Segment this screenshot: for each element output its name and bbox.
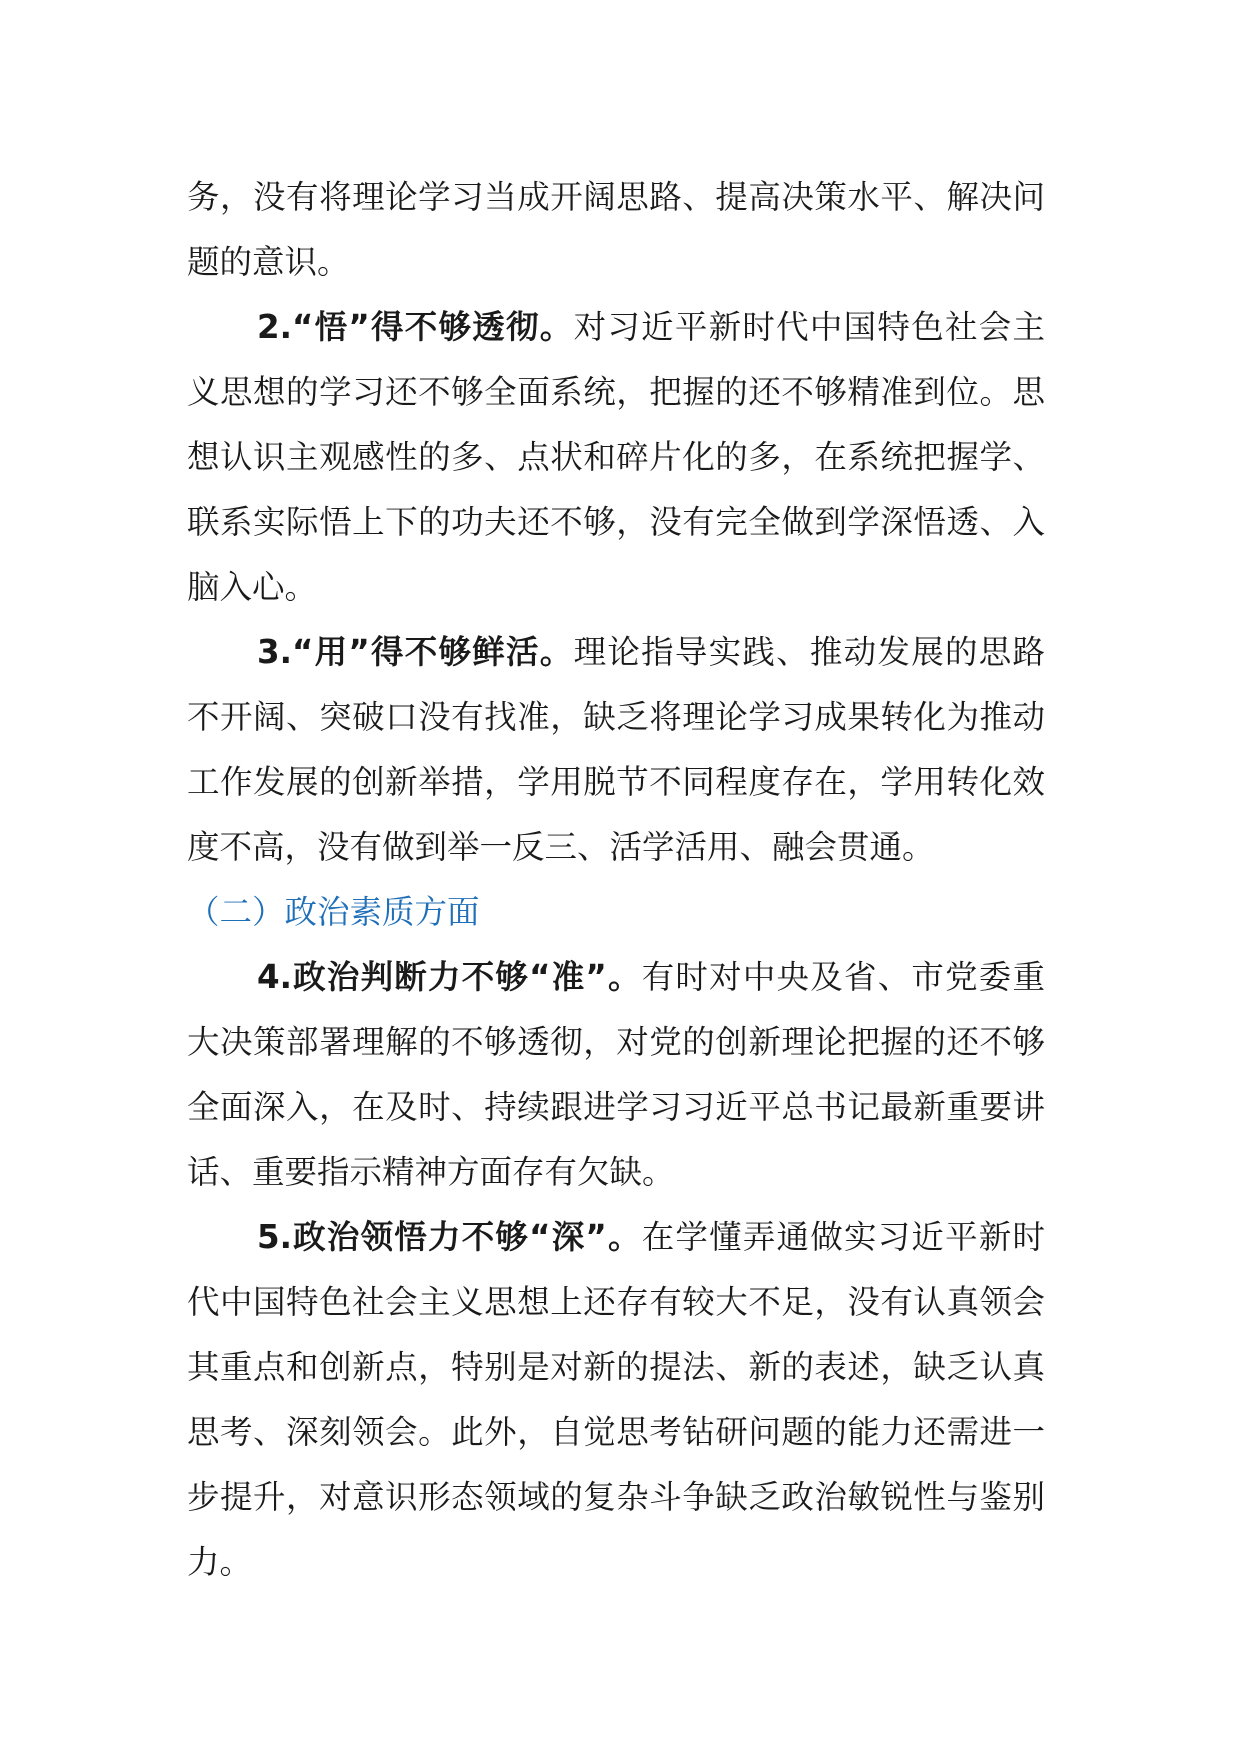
item-4-body: 有时对中央及省、市党委重大决策部署理解的不够透彻，对党的创新理论把握的还不够全面深入，在及时、持续跟进学习习近平总书记最新重要讲话、重要指示精神方面存有欠缺。 (187, 958, 1045, 1191)
section-heading-political-quality: （二）政治素质方面 (187, 893, 480, 931)
item-5-lead: 5.政治领悟力不够“深”。 (257, 1218, 642, 1256)
item-3-body: 理论指导实践、推动发展的思路不开阔、突破口没有找准，缺乏将理论学习成果转化为推动工作发展的创新举措，学用脱节不同程度存在，学用转化效度不高，没有做到举一反三、活学活用、融会贯通。 (187, 633, 1045, 866)
paragraph-continuation (187, 165, 1045, 295)
item-3-paragraph (187, 620, 1045, 880)
item-4-lead: 4.政治判断力不够“准”。 (257, 958, 642, 996)
item-2-lead: 2.“悟”得不够透彻。 (257, 308, 574, 346)
item-2-paragraph (187, 295, 1045, 620)
item-5-paragraph (187, 1205, 1045, 1595)
document-body (187, 165, 1045, 1595)
paragraph-text: 务，没有将理论学习当成开阔思路、提高决策水平、解决问题的意识。 (187, 178, 1045, 281)
item-3-lead: 3.“用”得不够鲜活。 (257, 633, 574, 671)
item-4-paragraph (187, 945, 1045, 1205)
item-5-body: 在学懂弄通做实习近平新时代中国特色社会主义思想上还存有较大不足，没有认真领会其重点和创新点，特别是对新的提法、新的表述，缺乏认真思考、深刻领会。此外，自觉思考钻研问题的能力还需进一步提升，对意识形态领域的复杂斗争缺乏政治敏锐性与鉴别力。 (187, 1218, 1045, 1581)
item-2-body: 对习近平新时代中国特色社会主义思想的学习还不够全面系统，把握的还不够精准到位。思想认识主观感性的多、点状和碎片化的多，在系统把握学、联系实际悟上下的功夫还不够，没有完全做到学深悟透、入脑入心。 (187, 308, 1045, 606)
